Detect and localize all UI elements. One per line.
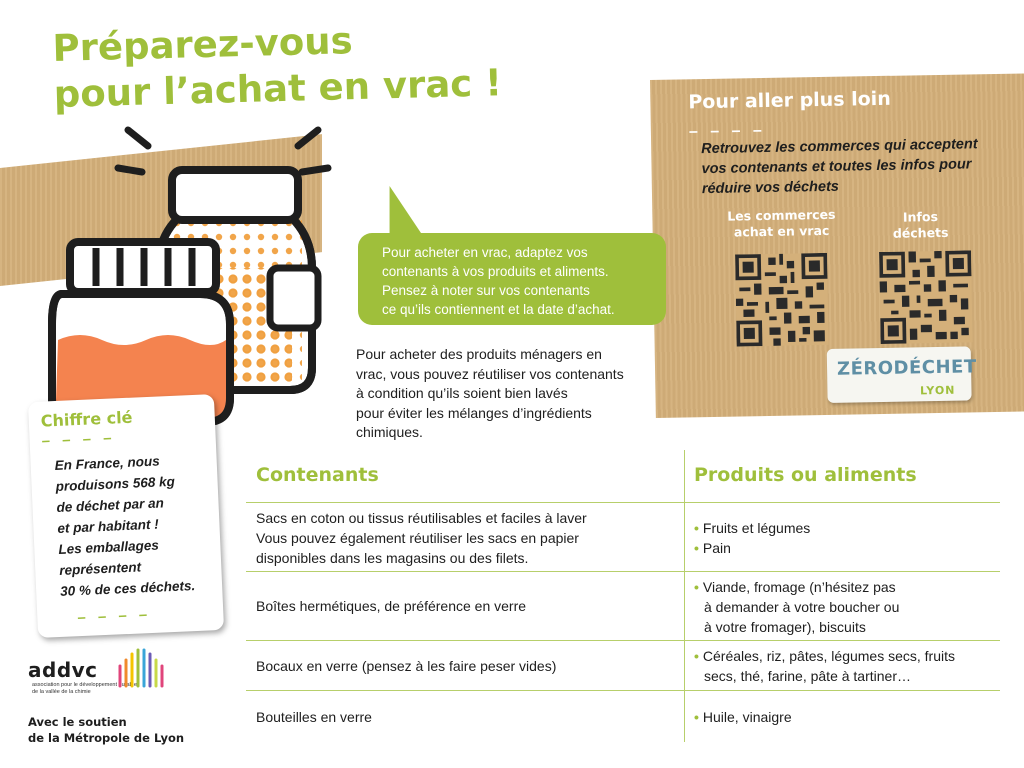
jars-illustration [30, 118, 360, 438]
cell-line: Vous pouvez également réutiliser les sacs en papier [256, 530, 579, 546]
burst-lines [118, 130, 328, 172]
panel-text-line: vos contenants et toutes les infos pour [701, 156, 972, 178]
cell-text: Fruits et légumes [702, 520, 811, 536]
qr-label-info [870, 208, 971, 242]
household-products-text [356, 345, 656, 443]
table-row-3-products [694, 646, 994, 686]
key-line: En France, nous [54, 453, 160, 474]
row-divider [246, 690, 1000, 691]
key-line: Les emballages [58, 537, 160, 557]
title-line-1: Préparez-vous [52, 19, 354, 70]
table-row-1-containers [256, 508, 676, 568]
bullet-icon: • [694, 540, 699, 556]
bullet-icon: • [694, 709, 699, 725]
body-line: Pour acheter des produits ménagers en [356, 346, 602, 362]
table-row-4-containers [256, 707, 676, 727]
qr-label-shops [716, 207, 847, 241]
key-line: produisons 568 kg [55, 473, 176, 495]
key-figure-dash-bottom: – – – – [77, 606, 152, 627]
containers-table [246, 450, 1000, 742]
cell-text: secs, thé, farine, pâte à tartiner… [704, 668, 911, 684]
row-divider [246, 571, 1000, 572]
qr-label-line: achat en vrac [733, 222, 830, 240]
cell-line [694, 707, 994, 727]
panel-text-line: Retrouvez les commerces qui acceptent [701, 136, 978, 158]
cell-text: à demander à votre boucher ou [704, 599, 900, 615]
bubble-line: contenants à vos produits et aliments. [382, 264, 609, 279]
page-title [52, 11, 614, 118]
support-line-2: de la Métropole de Lyon [28, 731, 185, 745]
table-row-2-containers [256, 596, 676, 616]
key-figure-card [28, 394, 224, 638]
cell-line [694, 538, 994, 558]
cell-line [694, 666, 994, 686]
body-line: vrac, vous pouvez réutiliser vos contenants [356, 365, 624, 382]
cell-text: Pain [702, 540, 731, 556]
cell-line: disponibles dans les magasins ou des filets. [256, 550, 529, 566]
bullet-icon: • [694, 520, 699, 536]
addvc-logo[interactable] [28, 646, 168, 694]
bubble-line: ce qu’ils contiennent et la date d’achat. [382, 302, 615, 317]
cell-text: Céréales, riz, pâtes, légumes secs, fruits [702, 648, 956, 664]
addvc-people-icon [114, 646, 168, 692]
table-row-2-products [694, 577, 994, 637]
cell-line: Bouteilles en verre [256, 709, 372, 725]
table-row-1-products [694, 518, 994, 558]
title-line-2: pour l’achat en vrac ! [53, 61, 503, 116]
zero-dechet-logo-main: ZÉRODÉCHET [836, 356, 977, 380]
key-figure-dash: – – – – [41, 429, 116, 450]
support-line-1: Avec le soutien [28, 715, 127, 729]
bullet-icon: • [694, 648, 699, 664]
zero-dechet-logo-sub: LYON [919, 383, 956, 398]
column-divider [684, 450, 685, 742]
header-containers: Contenants [256, 464, 379, 486]
cell-line [694, 577, 994, 597]
cell-line: Sacs en coton ou tissus réutilisables et faciles à laver [256, 510, 587, 526]
addvc-tagline: association pour le développement durable de la vallée de la chimie [32, 682, 137, 695]
bullet-icon: • [694, 579, 699, 595]
key-line: représentent [58, 559, 142, 578]
body-line: à condition qu’ils soient bien lavés [356, 385, 568, 402]
cell-line [694, 646, 994, 666]
support-credit [28, 714, 184, 746]
cell-line: Boîtes hermétiques, de préférence en verre [256, 598, 527, 614]
panel-text [701, 134, 1012, 199]
addvc-wordmark: addvc [28, 658, 98, 682]
cell-line [694, 597, 994, 617]
cell-text: à votre fromager), biscuits [704, 619, 866, 635]
qr-label-line: déchets [892, 224, 949, 241]
cell-line: Bocaux en verre (pensez à les faire peser vides) [256, 658, 557, 674]
table-row-3-containers [256, 656, 676, 676]
go-further-panel [650, 73, 1024, 417]
panel-title: Pour aller plus loin [688, 87, 891, 114]
panel-text-line: réduire vos déchets [701, 178, 840, 198]
row-divider [246, 502, 1000, 503]
qr-label-line: Les commerces [727, 206, 836, 224]
qr-label-line: Infos [902, 208, 939, 225]
table-row-4-products [694, 707, 994, 727]
body-line: chimiques. [356, 424, 423, 441]
cell-text: Huile, vinaigre [702, 709, 792, 725]
panel-dash: – – – – [688, 121, 766, 141]
cell-line [694, 617, 994, 637]
body-line: pour éviter les mélanges d’ingrédients [356, 404, 592, 421]
bubble-tail [385, 186, 423, 236]
qr-code-shops-icon[interactable] [735, 253, 829, 347]
header-products: Produits ou aliments [694, 464, 917, 486]
key-line: de déchet par an [56, 495, 165, 516]
cell-line [694, 518, 994, 538]
bubble-line: Pour acheter en vrac, adaptez vos [382, 245, 588, 260]
zero-dechet-lyon-logo[interactable] [827, 346, 977, 403]
key-line: 30 % de ces déchets. [59, 578, 196, 599]
key-figure-title: Chiffre clé [40, 407, 133, 431]
row-divider [246, 640, 1000, 641]
bubble-line: Pensez à noter sur vos contenants [382, 283, 590, 298]
cell-text: Viande, fromage (n’hésitez pas [702, 579, 896, 595]
tip-bubble [358, 233, 666, 325]
key-figure-text [54, 448, 222, 602]
qr-code-info-icon[interactable] [879, 250, 973, 344]
key-line: et par habitant ! [57, 516, 159, 536]
